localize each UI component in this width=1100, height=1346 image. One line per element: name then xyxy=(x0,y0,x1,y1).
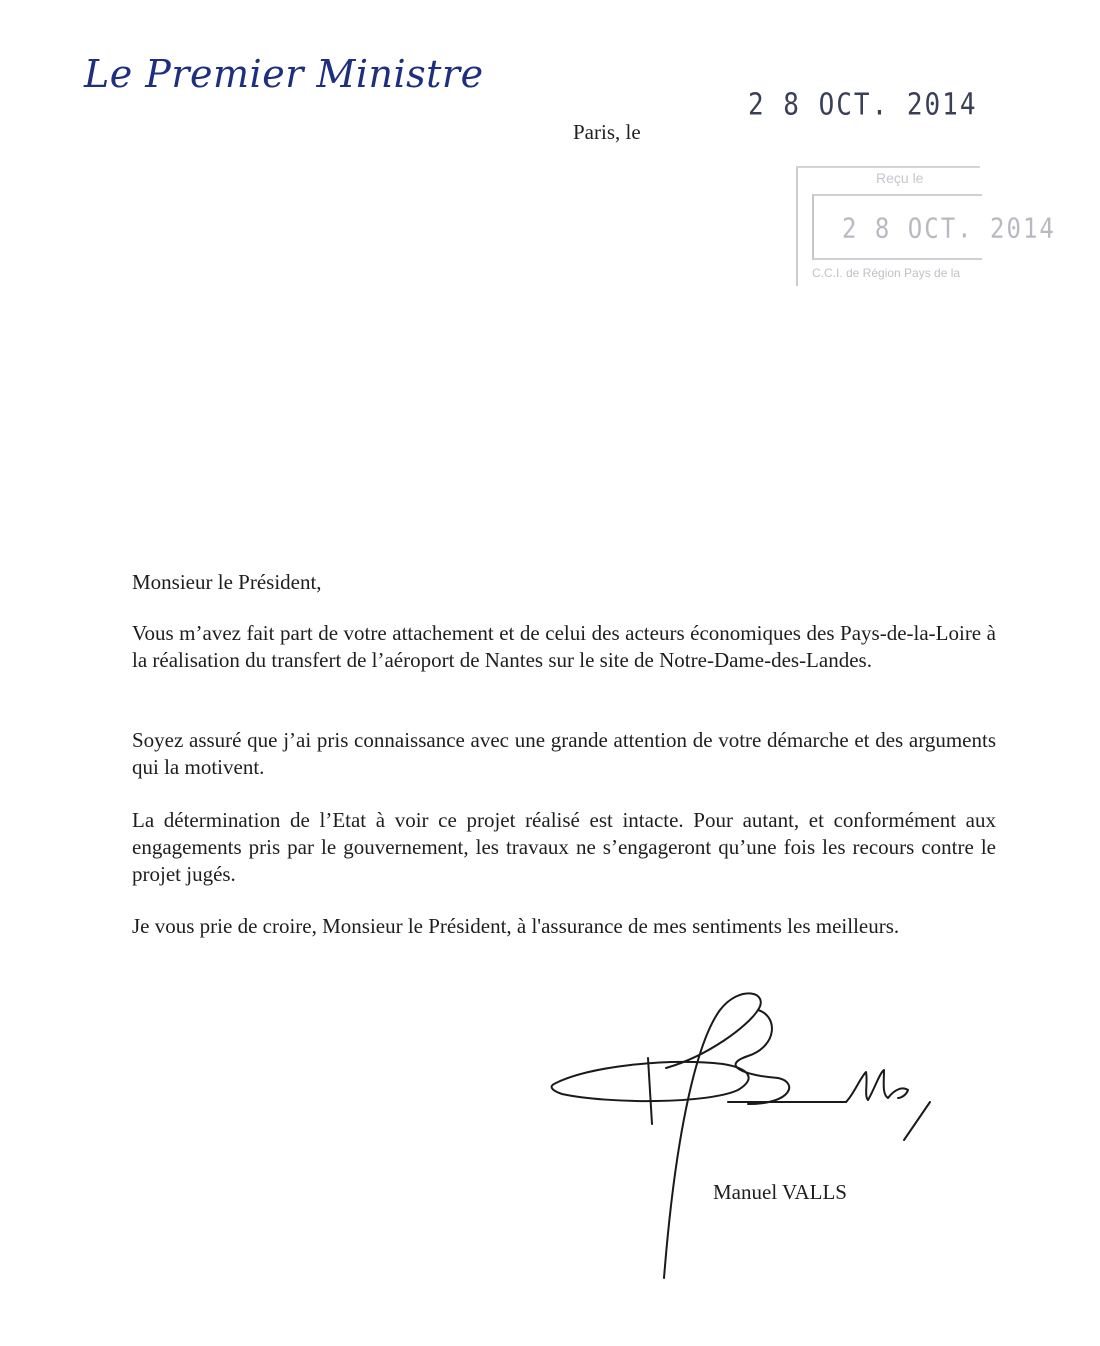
received-stamp-box xyxy=(812,194,1056,260)
salutation: Monsieur le Président, xyxy=(132,570,322,594)
handwritten-signature xyxy=(548,986,948,1286)
paragraph-2: Soyez assuré que j’ai pris connaissance avec une grande attention de votre démarche et des arguments qui la motivent. xyxy=(132,728,996,779)
place-line: Paris, le xyxy=(573,120,641,144)
received-stamp xyxy=(796,166,1056,286)
paragraph-1: Vous m’avez fait part de votre attachement et de celui des acteurs économiques des Pays-de-la-Loire à la réalisation du transfert de l’aéroport de Nantes sur le site de Notre-Dame-des-Landes. xyxy=(132,621,996,672)
signer-name: Manuel VALLS xyxy=(713,1180,847,1204)
letterhead-title: Le Premier Ministre xyxy=(84,52,484,96)
date-stamp: 2 8 OCT. 2014 xyxy=(748,88,978,123)
received-stamp-org: C.C.I. de Région Pays de la xyxy=(812,266,961,280)
paragraph-3: La détermination de l’Etat à voir ce projet réalisé est intacte. Pour autant, et conformément aux engagements pris par le gouvernement, les travaux ne s’engageront qu’une fois les recours contre le projet jugés. xyxy=(132,808,996,886)
received-stamp-date: 2 8 OCT. 2014 xyxy=(842,212,1056,245)
received-stamp-title: Reçu le xyxy=(876,170,924,186)
paragraph-closing: Je vous prie de croire, Monsieur le Président, à l'assurance de mes sentiments les meilleurs. xyxy=(132,914,900,938)
